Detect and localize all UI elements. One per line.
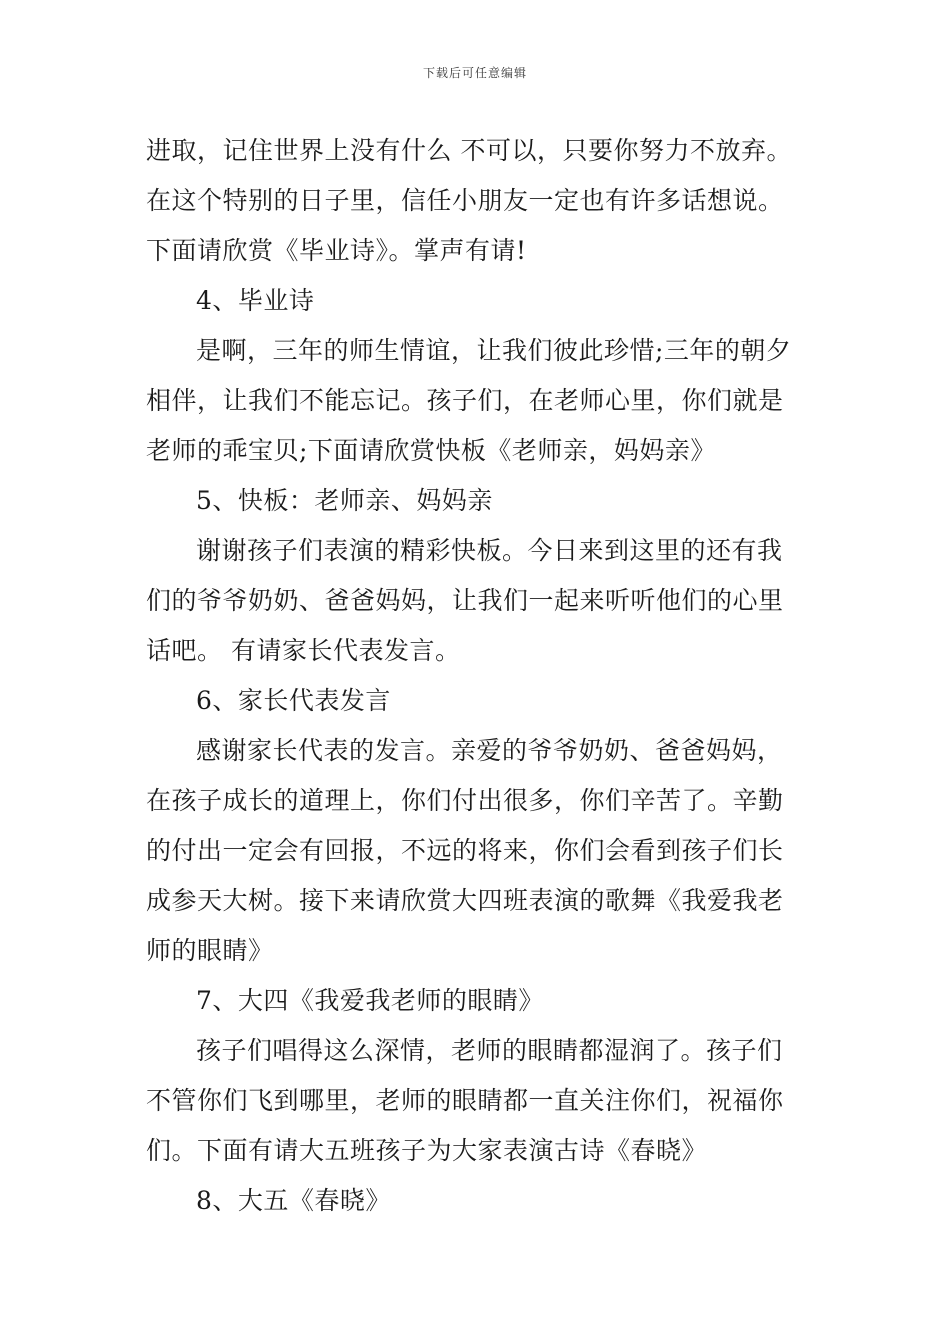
- section-heading: 6、家长代表发言: [196, 686, 391, 715]
- text-line: 感谢家长代表的发言。亲爱的爷爷奶奶、爸爸妈妈，: [196, 736, 783, 765]
- page-header: 下载后可任意编辑: [422, 66, 527, 80]
- text-line: 师的眼睛》: [146, 936, 274, 965]
- section-heading: 8、大五《春晓》: [196, 1186, 391, 1215]
- text-line: 们。下面有请大五班孩子为大家表演古诗《春晓》: [146, 1136, 708, 1165]
- text-line: 成参天大树。接下来请欣赏大四班表演的歌舞《我爱我老: [146, 886, 784, 915]
- text-line: 不管你们飞到哪里，老师的眼睛都一直关注你们，祝福你: [146, 1086, 784, 1115]
- section-heading: 5、快板：老师亲、妈妈亲: [196, 486, 493, 515]
- text-line: 们的爷爷奶奶、爸爸妈妈，让我们一起来听听他们的心里: [146, 586, 784, 615]
- text-line: 在这个特别的日子里，信任小朋友一定也有许多话想说。: [146, 186, 784, 215]
- text-line: 孩子们唱得这么深情，老师的眼睛都湿润了。孩子们: [196, 1036, 783, 1065]
- document-body: [146, 126, 816, 1226]
- text-line: 在孩子成长的道理上，你们付出很多，你们辛苦了。辛勤: [146, 786, 784, 815]
- text-line: 的付出一定会有回报，不远的将来，你们会看到孩子们长: [146, 836, 784, 865]
- section-heading: 4、毕业诗: [196, 286, 315, 315]
- text-line: 相伴，让我们不能忘记。孩子们，在老师心里，你们就是: [146, 386, 784, 415]
- text-line: 进取，记住世界上没有什么 不可以，只要你努力不放弃。: [146, 136, 792, 165]
- text-line: 老师的乖宝贝;下面请欣赏快板《老师亲，妈妈亲》: [146, 436, 716, 465]
- text-line: 谢谢孩子们表演的精彩快板。今日来到这里的还有我: [196, 536, 783, 565]
- text-line: 下面请欣赏《毕业诗》。掌声有请!: [146, 236, 527, 265]
- text-line: 话吧。 有请家长代表发言。: [146, 636, 461, 665]
- section-heading: 7、大四《我爱我老师的眼睛》: [196, 986, 544, 1015]
- text-line: 是啊，三年的师生情谊，让我们彼此珍惜;三年的朝夕: [196, 336, 792, 365]
